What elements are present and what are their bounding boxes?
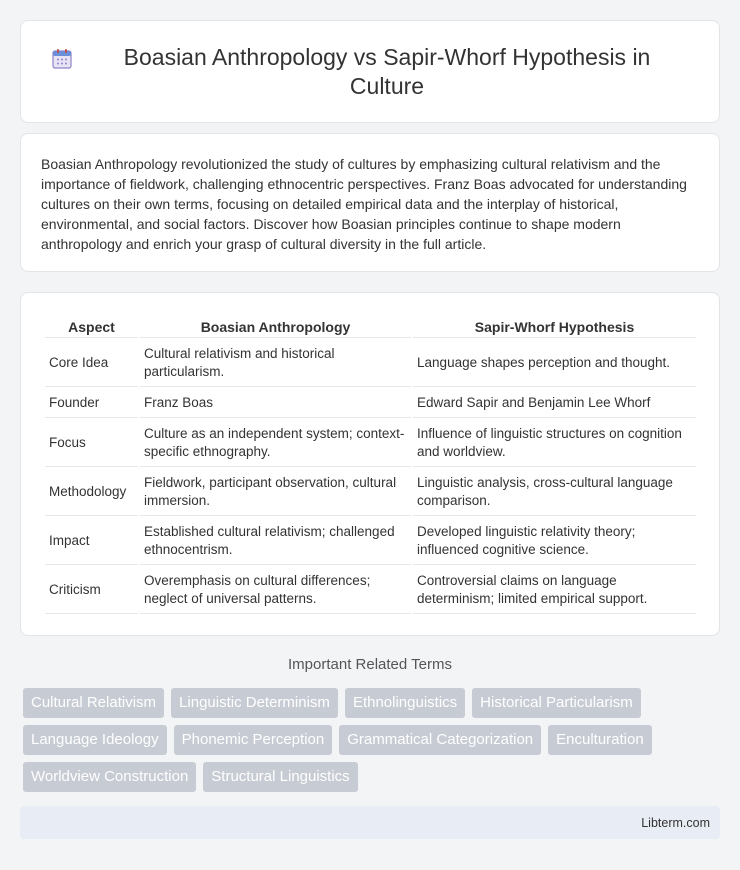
row-boasian: Franz Boas (140, 389, 411, 418)
header-sapir-whorf: Sapir-Whorf Hypothesis (413, 315, 696, 338)
row-sapir-whorf: Linguistic analysis, cross-cultural language comparison. (413, 469, 696, 516)
footer-site-link[interactable]: Libterm.com (641, 815, 710, 830)
row-boasian: Culture as an independent system; context-specific ethnography. (140, 420, 411, 467)
comparison-table (43, 313, 698, 616)
term-tag[interactable]: Phonemic Perception (174, 725, 333, 755)
row-aspect: Criticism (45, 567, 138, 614)
term-tag[interactable]: Cultural Relativism (23, 688, 164, 718)
row-sapir-whorf: Influence of linguistic structures on cognition and worldview. (413, 420, 696, 467)
comparison-card (20, 292, 720, 636)
title-wrap (50, 43, 690, 101)
term-tag[interactable]: Enculturation (548, 725, 652, 755)
row-aspect: Impact (45, 518, 138, 565)
table-row (45, 389, 696, 418)
term-tag[interactable]: Historical Particularism (472, 688, 641, 718)
table-row (45, 518, 696, 565)
table-row (45, 567, 696, 614)
calendar-icon (50, 47, 74, 71)
term-tag[interactable]: Worldview Construction (23, 762, 196, 792)
header-boasian: Boasian Anthropology (140, 315, 411, 338)
row-boasian: Cultural relativism and historical particularism. (140, 340, 411, 387)
term-tag[interactable]: Language Ideology (23, 725, 167, 755)
related-terms-heading: Important Related Terms (288, 656, 452, 673)
intro-text: Boasian Anthropology revolutionized the study of cultures by emphasizing cultural relativism and the importance of fieldwork, challenging ethnocentric perspectives. Franz Boas advocated for understanding cultures on their own terms, focusing on detailed empirical data and the interplay of historical, environmental, and social factors. Discover how Boasian principles continue to shape modern anthropology and enrich your grasp of cultural diversity in the full article. (41, 156, 687, 252)
row-aspect: Methodology (45, 469, 138, 516)
intro-card (20, 133, 720, 272)
table-row (45, 420, 696, 467)
row-sapir-whorf: Language shapes perception and thought. (413, 340, 696, 387)
row-sapir-whorf: Edward Sapir and Benjamin Lee Whorf (413, 389, 696, 418)
row-sapir-whorf: Controversial claims on language determinism; limited empirical support. (413, 567, 696, 614)
table-header-row (45, 315, 696, 338)
header-aspect: Aspect (45, 315, 138, 338)
footer (20, 806, 720, 839)
row-aspect: Founder (45, 389, 138, 418)
row-sapir-whorf: Developed linguistic relativity theory; influenced cognitive science. (413, 518, 696, 565)
term-tag[interactable]: Structural Linguistics (203, 762, 357, 792)
table-row (45, 340, 696, 387)
term-tag[interactable]: Linguistic Determinism (171, 688, 338, 718)
related-terms-list (23, 688, 723, 799)
title-card (20, 20, 720, 123)
term-tag[interactable]: Ethnolinguistics (345, 688, 465, 718)
row-boasian: Overemphasis on cultural differences; neglect of universal patterns. (140, 567, 411, 614)
row-aspect: Focus (45, 420, 138, 467)
page-title: Boasian Anthropology vs Sapir-Whorf Hypothesis in Culture (123, 43, 651, 99)
row-boasian: Established cultural relativism; challenged ethnocentrism. (140, 518, 411, 565)
row-aspect: Core Idea (45, 340, 138, 387)
row-boasian: Fieldwork, participant observation, cultural immersion. (140, 469, 411, 516)
term-tag[interactable]: Grammatical Categorization (339, 725, 541, 755)
table-row (45, 469, 696, 516)
